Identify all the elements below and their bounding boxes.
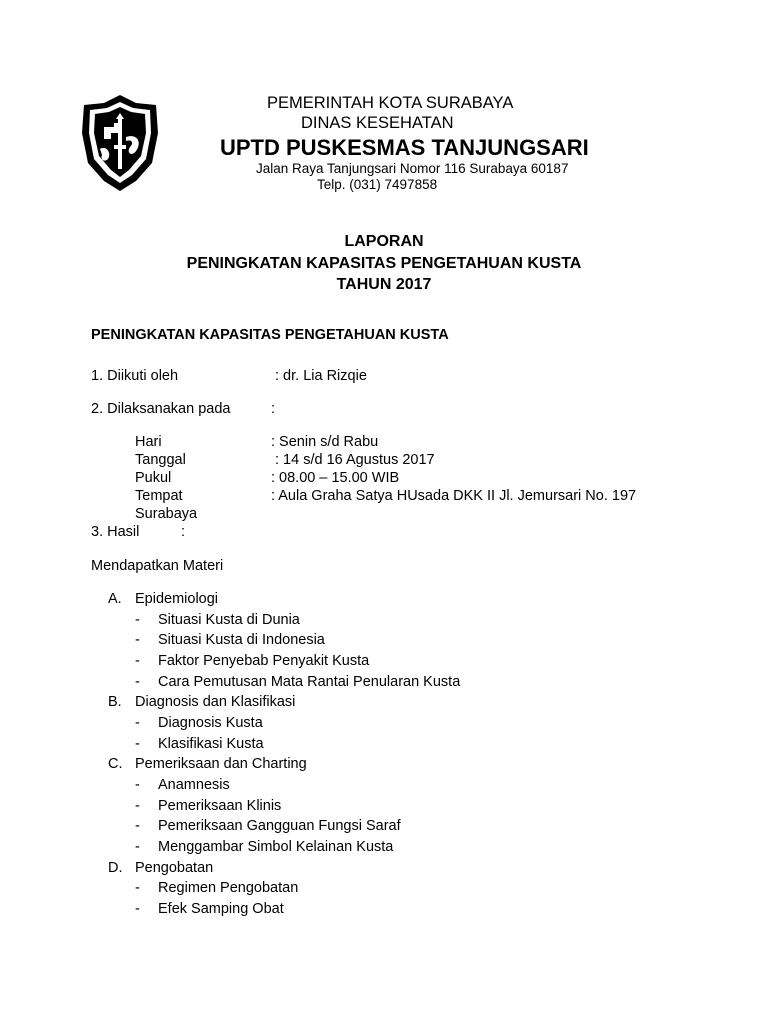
tanggal-label: Tanggal [135,452,186,468]
tempat-value: : Aula Graha Satya HUsada DKK II Jl. Jemursari No. 197 [271,488,637,504]
institution-name: UPTD PUSKESMAS TANJUNGSARI [220,135,589,160]
institution-phone: Telp. (031) 7497858 [317,177,438,192]
list-dash: - [135,612,140,628]
list-dash: - [135,839,140,855]
list-item: Diagnosis Kusta [158,715,263,731]
report-title-line1: LAPORAN [344,233,424,250]
list-item: Klasifikasi Kusta [158,736,264,752]
list-item: Pemeriksaan Gangguan Fungsi Saraf [158,818,401,834]
department-name: DINAS KESEHATAN [301,114,454,132]
pukul-label: Pukul [135,470,172,486]
item3-colon: : [181,524,186,540]
report-title-line2: PENINGKATAN KAPASITAS PENGETAHUAN KUSTA [186,255,582,272]
list-item: Efek Samping Obat [158,901,284,917]
materi-d-letter: D. [108,860,123,876]
item2-label: 2. Dilaksanakan pada [91,401,231,417]
list-dash: - [135,901,140,917]
list-item: Situasi Kusta di Dunia [158,612,300,628]
materi-b-letter: B. [108,694,122,710]
list-item: Menggambar Simbol Kelainan Kusta [158,839,394,855]
list-dash: - [135,880,140,896]
tempat-value-continued: Surabaya [135,506,198,522]
materi-c-letter: C. [108,756,123,772]
list-dash: - [135,818,140,834]
item3-label: 3. Hasil [91,524,140,540]
materi-d-title: Pengobatan [135,860,214,876]
tanggal-value: : 14 s/d 16 Agustus 2017 [275,452,435,468]
list-item: Regimen Pengobatan [158,880,299,896]
materi-a-letter: A. [108,591,122,607]
report-title-line3: TAHUN 2017 [336,276,432,293]
pukul-value: : 08.00 – 15.00 WIB [271,470,400,486]
list-dash: - [135,777,140,793]
government-name: PEMERINTAH KOTA SURABAYA [267,94,514,112]
tempat-label: Tempat [135,488,183,504]
hari-label: Hari [135,434,162,450]
list-item: Cara Pemutusan Mata Rantai Penularan Kusta [158,674,461,690]
list-dash: - [135,674,140,690]
materi-c-title: Pemeriksaan dan Charting [135,756,307,772]
materi-intro: Mendapatkan Materi [91,558,224,574]
list-dash: - [135,715,140,731]
materi-b-title: Diagnosis dan Klasifikasi [135,694,296,710]
item2-colon: : [271,401,276,417]
item1-label: 1. Diikuti oleh [91,368,179,384]
list-item: Faktor Penyebab Penyakit Kusta [158,653,370,669]
list-item: Situasi Kusta di Indonesia [158,632,325,648]
surabaya-coat-of-arms-logo [80,93,160,193]
list-item: Pemeriksaan Klinis [158,798,282,814]
hari-value: : Senin s/d Rabu [271,434,379,450]
list-dash: - [135,798,140,814]
list-dash: - [135,736,140,752]
materi-a-title: Epidemiologi [135,591,219,607]
list-item: Anamnesis [158,777,230,793]
institution-address: Jalan Raya Tanjungsari Nomor 116 Surabaya 60187 [256,161,569,176]
item1-value: : dr. Lia Rizqie [275,368,367,384]
section-heading: PENINGKATAN KAPASITAS PENGETAHUAN KUSTA [91,327,449,343]
list-dash: - [135,632,140,648]
list-dash: - [135,653,140,669]
